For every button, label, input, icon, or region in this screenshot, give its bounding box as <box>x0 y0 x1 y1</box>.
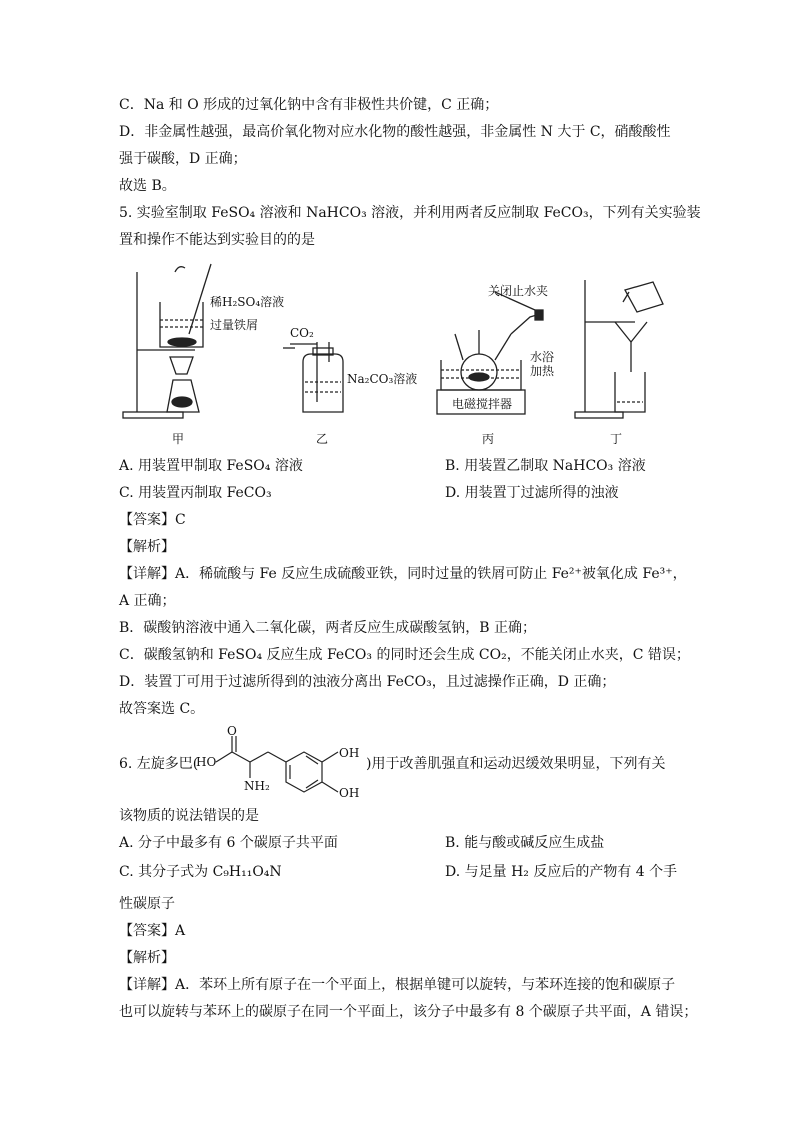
q5-choose: 故答案选 C。 <box>119 701 205 717</box>
q6-answer: 【答案】A <box>119 923 186 939</box>
struct-oh-top: OH <box>339 746 360 760</box>
q6-option-d-cont: 性碳原子 <box>119 896 175 912</box>
label-clamp: 关闭止水夹 <box>488 284 549 298</box>
struct-ho: HO <box>196 755 217 769</box>
q5-answer: 【答案】C <box>119 512 186 528</box>
q6-detail-line1: 【详解】A．苯环上所有原子在一个平面上，根据单键可以旋转，与苯环连接的饱和碳原子 <box>119 977 676 993</box>
q6-stem-prefix: 6. 左旋多巴( <box>119 756 199 772</box>
q5-option-d: D. 用装置丁过滤所得的浊液 <box>445 485 619 501</box>
label-dilute-acid: 稀H₂SO₄溶液 <box>210 295 285 309</box>
q5-detail-line1: 【详解】A．稀硫酸与 Fe 反应生成硫酸亚铁，同时过量的铁屑可防止 Fe²⁺被氧化成 Fe³⁺， <box>119 566 687 582</box>
label-na2co3: Na₂CO₃溶液 <box>347 372 418 386</box>
q5-analysis-heading: 【解析】 <box>119 539 175 555</box>
q6-option-a: A. 分子中最多有 6 个碳原子共平面 <box>119 835 338 851</box>
q5-option-c: C. 用装置丙制取 FeCO₃ <box>119 485 272 501</box>
label-co2: CO₂ <box>290 326 314 340</box>
label-heating: 加热 <box>530 364 555 378</box>
caption-ding: 丁 <box>610 432 623 446</box>
struct-oh-bottom: OH <box>339 786 360 800</box>
q6-option-c: C. 其分子式为 C₉H₁₁O₄N <box>119 864 282 880</box>
struct-nh2: NH₂ <box>244 779 270 793</box>
label-stirrer: 电磁搅拌器 <box>452 397 513 411</box>
struct-o: O <box>227 724 237 738</box>
q5-detail-line4: C．碳酸氢钠和 FeSO₄ 反应生成 FeCO₃ 的同时还会生成 CO₂，不能关闭止水夹，C 错误； <box>119 647 690 663</box>
prev-option-d-line1: D．非金属性越强，最高价氧化物对应水化物的酸性越强，非金属性 N 大于 C，硝酸酸性 <box>119 124 671 140</box>
caption-bing: 丙 <box>482 432 495 446</box>
apparatus-figure <box>115 262 675 422</box>
q6-stem-suffix: )用于改善肌强直和运动迟缓效果明显，下列有关 <box>366 756 666 772</box>
q6-analysis-heading: 【解析】 <box>119 950 175 966</box>
q6-option-b: B. 能与酸或碱反应生成盐 <box>445 835 605 851</box>
q5-detail-line5: D．装置丁可用于过滤所得到的浊液分离出 FeCO₃，且过滤操作正确，D 正确； <box>119 674 616 690</box>
q5-stem-line2: 置和操作不能达到实验目的的是 <box>119 232 315 248</box>
q6-option-d: D. 与足量 H₂ 反应后的产物有 4 个手 <box>445 864 678 880</box>
q5-stem-line1: 5. 实验室制取 FeSO₄ 溶液和 NaHCO₃ 溶液，并利用两者反应制取 FeCO₃，下列有关实验装 <box>119 205 701 221</box>
caption-yi: 乙 <box>316 432 329 446</box>
q5-detail-line2: A 正确； <box>119 593 176 609</box>
q5-option-b: B. 用装置乙制取 NaHCO₃ 溶液 <box>445 458 646 474</box>
label-iron-filings: 过量铁屑 <box>210 318 259 332</box>
prev-option-c: C．Na 和 O 形成的过氧化钠中含有非极性共价键，C 正确； <box>119 97 499 113</box>
prev-choose: 故选 B。 <box>119 178 176 194</box>
q6-detail-line2: 也可以旋转与苯环上的碳原子在同一个平面上，该分子中最多有 8 个碳原子共平面，A 错误； <box>119 1004 698 1020</box>
prev-option-d-line2: 强于碳酸，D 正确； <box>119 151 247 167</box>
q6-stem-line2: 该物质的说法错误的是 <box>119 808 259 824</box>
q5-option-a: A. 用装置甲制取 FeSO₄ 溶液 <box>119 458 303 474</box>
caption-jia: 甲 <box>172 432 185 446</box>
label-water-bath: 水浴 <box>530 350 555 364</box>
q5-detail-line3: B．碳酸钠溶液中通入二氧化碳，两者反应生成碳酸氢钠，B 正确； <box>119 620 537 636</box>
